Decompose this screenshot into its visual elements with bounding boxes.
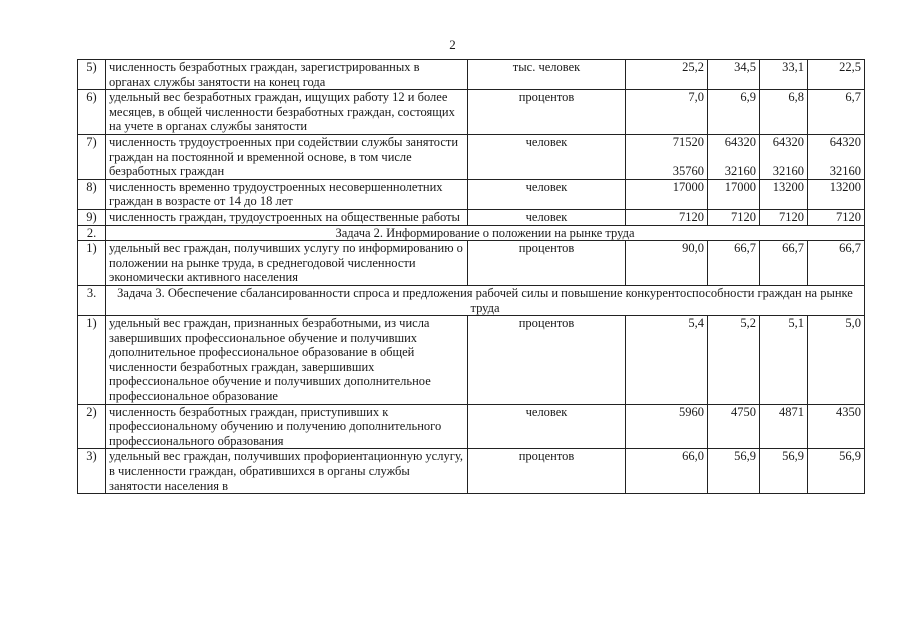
value-cell: 7120 — [708, 209, 760, 225]
section-number: 3. — [78, 285, 106, 315]
value-cell — [760, 134, 808, 179]
indicator-description: удельный вес граждан, признанных безработными, из числа завершивших профессиональное обучение и получивших дополнительное профессиональное образование в общей численности безработных граждан, завершивших профессиональное обучение и получивших дополнительное профессиональное образование — [106, 316, 468, 405]
row-number: 2) — [78, 404, 106, 449]
value-cell: 33,1 — [760, 60, 808, 90]
value-cell: 66,0 — [626, 449, 708, 494]
value-cell: 66,7 — [808, 241, 865, 286]
unit-cell: человек — [468, 209, 626, 225]
unit-cell: процентов — [468, 241, 626, 286]
row-number: 7) — [78, 134, 106, 179]
value-cell: 7120 — [626, 209, 708, 225]
indicator-description: численность трудоустроенных при содействии службы занятости граждан на постоянной и временной основе, в том числе безработных граждан — [106, 134, 468, 179]
indicator-description: численность безработных граждан, приступивших к профессиональному обучению и получению дополнительного профессионального образования — [106, 404, 468, 449]
section-row — [78, 225, 865, 241]
value-cell: 5,0 — [808, 316, 865, 405]
value-cell: 5,4 — [626, 316, 708, 405]
value-cell: 7120 — [760, 209, 808, 225]
row-number: 9) — [78, 209, 106, 225]
indicator-description: численность граждан, трудоустроенных на общественные работы — [106, 209, 468, 225]
row-number: 1) — [78, 316, 106, 405]
value-cell: 4350 — [808, 404, 865, 449]
value-cell: 17000 — [708, 179, 760, 209]
row-number: 5) — [78, 60, 106, 90]
unit-cell: человек — [468, 179, 626, 209]
value-cell: 66,7 — [760, 241, 808, 286]
section-number: 2. — [78, 225, 106, 241]
value-cell: 56,9 — [760, 449, 808, 494]
value-cell — [708, 134, 760, 179]
table-row — [78, 179, 865, 209]
table-row — [78, 316, 865, 405]
unit-cell: процентов — [468, 90, 626, 135]
value-cell: 34,5 — [708, 60, 760, 90]
row-number: 1) — [78, 241, 106, 286]
value-total: 71520 — [672, 134, 704, 149]
table-row — [78, 449, 865, 494]
value-cell: 13200 — [808, 179, 865, 209]
value-cell: 6,9 — [708, 90, 760, 135]
value-unemployed: 32160 — [724, 163, 756, 178]
value-cell: 66,7 — [708, 241, 760, 286]
unit-cell: тыс. человек — [468, 60, 626, 90]
value-cell: 6,7 — [808, 90, 865, 135]
section-row — [78, 285, 865, 315]
value-cell — [626, 134, 708, 179]
page-number: 2 — [449, 37, 456, 52]
section-title: Задача 3. Обеспечение сбалансированности спроса и предложения рабочей силы и повышение конкурентоспособности граждан на рынке труда — [106, 285, 865, 315]
value-unemployed: 32160 — [772, 163, 804, 178]
value-cell: 4871 — [760, 404, 808, 449]
table-row — [78, 134, 865, 179]
value-cell: 5,1 — [760, 316, 808, 405]
unit-cell: человек — [468, 134, 626, 179]
value-cell: 56,9 — [808, 449, 865, 494]
row-number: 3) — [78, 449, 106, 494]
indicator-description: удельный вес граждан, получивших профориентационную услугу, в численности граждан, обратившихся в органы службы занятости населения в — [106, 449, 468, 494]
table-row — [78, 60, 865, 90]
value-cell: 4750 — [708, 404, 760, 449]
value-cell: 5,2 — [708, 316, 760, 405]
value-cell: 13200 — [760, 179, 808, 209]
indicator-description: численность временно трудоустроенных несовершеннолетних граждан в возрасте от 14 до 18 лет — [106, 179, 468, 209]
value-cell: 56,9 — [708, 449, 760, 494]
unit-cell: человек — [468, 404, 626, 449]
table-row — [78, 241, 865, 286]
value-cell: 7120 — [808, 209, 865, 225]
table-row — [78, 90, 865, 135]
value-total: 64320 — [772, 134, 804, 149]
value-total: 64320 — [829, 134, 861, 149]
unit-cell: процентов — [468, 449, 626, 494]
table-row — [78, 209, 865, 225]
value-cell: 25,2 — [626, 60, 708, 90]
value-cell: 6,8 — [760, 90, 808, 135]
row-number: 8) — [78, 179, 106, 209]
value-cell: 5960 — [626, 404, 708, 449]
value-cell: 17000 — [626, 179, 708, 209]
value-cell — [808, 134, 865, 179]
indicators-table — [77, 59, 865, 494]
section-title: Задача 2. Информирование о положении на рынке труда — [106, 225, 865, 241]
value-cell: 90,0 — [626, 241, 708, 286]
value-cell: 7,0 — [626, 90, 708, 135]
value-unemployed: 35760 — [672, 163, 704, 178]
indicator-description: удельный вес граждан, получивших услугу по информированию о положении на рынке труда, в среднегодовой численности экономически активного населения — [106, 241, 468, 286]
value-unemployed: 32160 — [829, 163, 861, 178]
value-total: 64320 — [724, 134, 756, 149]
indicator-description: численность безработных граждан, зарегистрированных в органах службы занятости на конец года — [106, 60, 468, 90]
table-row — [78, 404, 865, 449]
unit-cell: процентов — [468, 316, 626, 405]
indicator-description: удельный вес безработных граждан, ищущих работу 12 и более месяцев, в общей численности безработных граждан, состоящих на учете в органах службы занятости — [106, 90, 468, 135]
value-cell: 22,5 — [808, 60, 865, 90]
row-number: 6) — [78, 90, 106, 135]
